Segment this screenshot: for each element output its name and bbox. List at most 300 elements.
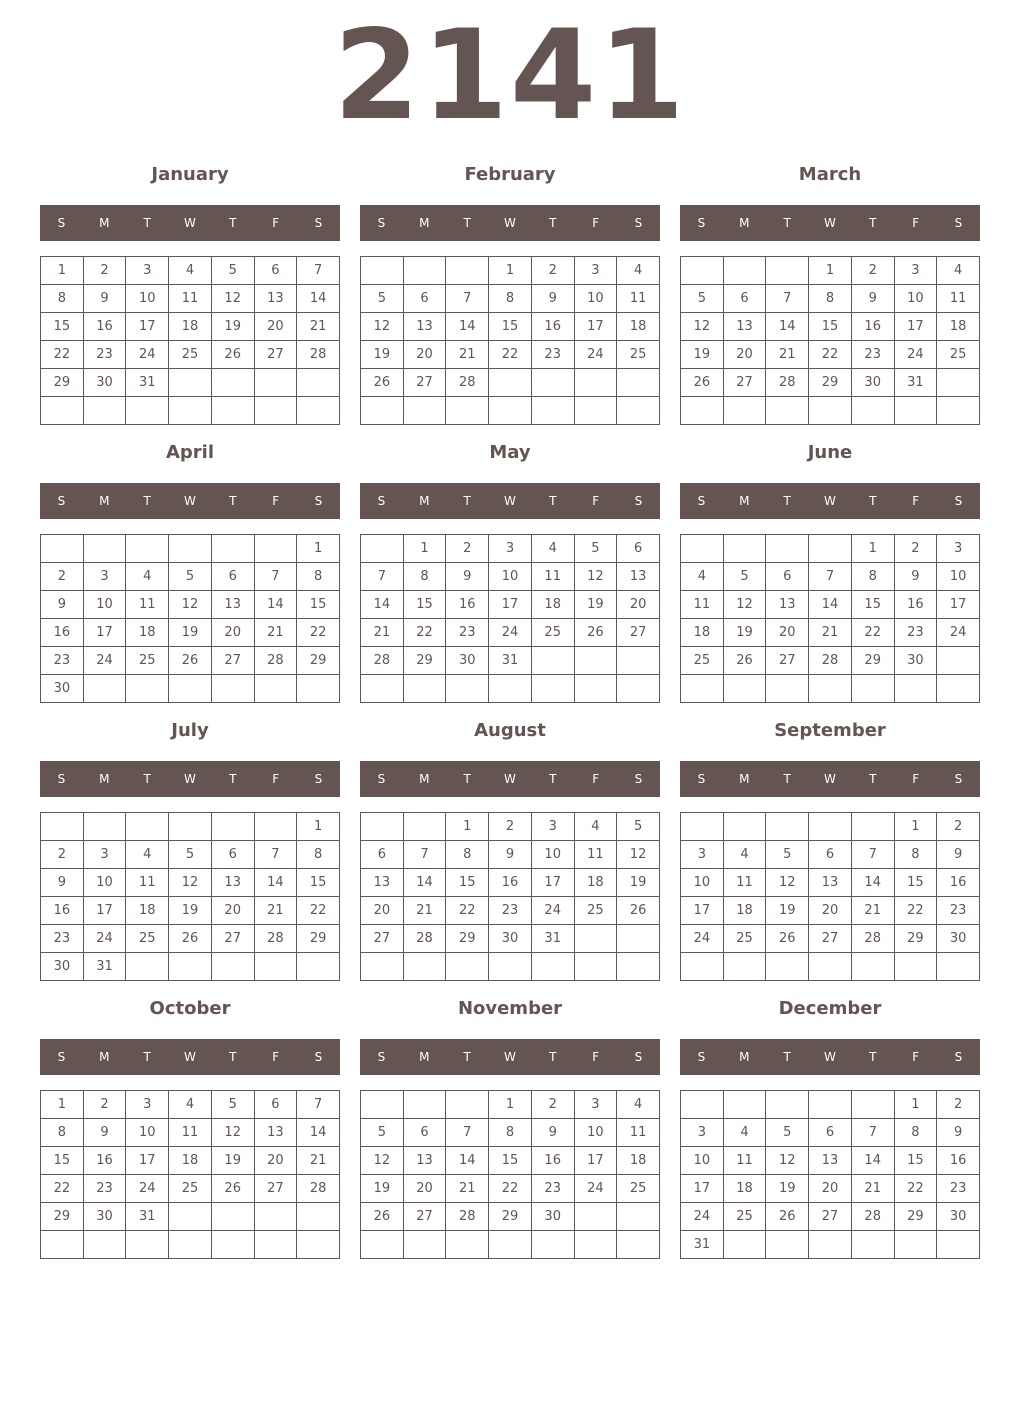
day-cell: 3: [84, 563, 127, 591]
weekday-label: M: [419, 216, 430, 230]
day-cell: 20: [724, 341, 767, 369]
day-cell: 29: [297, 925, 340, 953]
day-cell: [681, 257, 724, 285]
day-cell: 7: [297, 257, 340, 285]
weekday-label: S: [57, 1050, 66, 1064]
weekday-label: T: [549, 1050, 557, 1064]
day-cell: 27: [212, 647, 255, 675]
day-cell: 1: [297, 813, 340, 841]
day-cell: 21: [255, 619, 298, 647]
day-cell: [852, 813, 895, 841]
day-cell: [937, 397, 980, 425]
day-cell: [617, 925, 660, 953]
day-cell: 3: [895, 257, 938, 285]
day-cell: 11: [126, 591, 169, 619]
day-cell: 3: [84, 841, 127, 869]
day-cell: 19: [575, 591, 618, 619]
day-cell: 14: [297, 1119, 340, 1147]
day-cell: [84, 535, 127, 563]
day-cell: [617, 675, 660, 703]
day-cell: 30: [532, 1203, 575, 1231]
day-cell: 20: [404, 341, 447, 369]
day-cell: [852, 675, 895, 703]
day-cell: 18: [617, 1147, 660, 1175]
day-grid: [40, 534, 340, 703]
day-cell: 13: [617, 563, 660, 591]
day-cell: 14: [446, 313, 489, 341]
day-cell: 15: [404, 591, 447, 619]
day-cell: 12: [361, 313, 404, 341]
day-cell: 18: [937, 313, 980, 341]
day-cell: 10: [84, 869, 127, 897]
day-cell: 22: [41, 1175, 84, 1203]
day-cell: 19: [212, 313, 255, 341]
weekday-label: T: [463, 494, 471, 508]
day-cell: 8: [489, 1119, 532, 1147]
day-cell: 8: [41, 285, 84, 313]
day-cell: 18: [724, 1175, 767, 1203]
weekday-label: M: [419, 772, 430, 786]
day-cell: 11: [937, 285, 980, 313]
day-cell: [169, 397, 212, 425]
month-title: December: [778, 998, 882, 1019]
day-cell: [297, 1203, 340, 1231]
day-cell: 28: [404, 925, 447, 953]
weekday-label: W: [184, 216, 196, 230]
day-cell: 23: [84, 341, 127, 369]
day-cell: [84, 813, 127, 841]
month-title: June: [807, 442, 853, 463]
day-cell: 28: [809, 647, 852, 675]
day-cell: 17: [84, 897, 127, 925]
weekday-header: [360, 1039, 660, 1075]
day-cell: 23: [937, 1175, 980, 1203]
day-cell: [681, 1091, 724, 1119]
day-cell: 10: [681, 1147, 724, 1175]
day-cell: [617, 369, 660, 397]
day-cell: [766, 535, 809, 563]
day-cell: 15: [41, 1147, 84, 1175]
day-cell: 15: [895, 869, 938, 897]
day-cell: 21: [766, 341, 809, 369]
day-cell: 19: [169, 619, 212, 647]
day-cell: [361, 813, 404, 841]
day-cell: 8: [809, 285, 852, 313]
day-cell: 25: [724, 1203, 767, 1231]
day-cell: 13: [809, 1147, 852, 1175]
day-cell: 21: [852, 897, 895, 925]
day-cell: [681, 675, 724, 703]
day-cell: 16: [852, 313, 895, 341]
day-cell: [766, 1231, 809, 1259]
day-cell: 4: [681, 563, 724, 591]
day-cell: [489, 953, 532, 981]
month-title: September: [774, 720, 886, 741]
day-cell: 12: [575, 563, 618, 591]
day-cell: 31: [489, 647, 532, 675]
day-cell: [404, 1231, 447, 1259]
weekday-label: T: [463, 772, 471, 786]
day-cell: [681, 535, 724, 563]
day-cell: 30: [937, 925, 980, 953]
day-cell: 4: [575, 813, 618, 841]
weekday-label: S: [954, 1050, 963, 1064]
day-cell: [852, 397, 895, 425]
day-grid: [680, 256, 980, 425]
day-cell: 22: [446, 897, 489, 925]
day-cell: 5: [575, 535, 618, 563]
day-cell: [169, 369, 212, 397]
day-cell: 31: [681, 1231, 724, 1259]
weekday-header: [680, 761, 980, 797]
day-cell: 2: [532, 1091, 575, 1119]
day-cell: [126, 1231, 169, 1259]
day-cell: 3: [126, 1091, 169, 1119]
day-cell: 21: [809, 619, 852, 647]
day-cell: 23: [852, 341, 895, 369]
day-cell: 1: [297, 535, 340, 563]
weekday-label: S: [954, 494, 963, 508]
day-cell: 10: [126, 1119, 169, 1147]
day-cell: 18: [169, 1147, 212, 1175]
day-cell: 20: [255, 313, 298, 341]
weekday-label: S: [697, 494, 706, 508]
day-grid: [680, 1090, 980, 1259]
day-cell: [361, 675, 404, 703]
weekday-label: T: [783, 1050, 791, 1064]
weekday-label: M: [99, 494, 110, 508]
day-cell: 27: [809, 1203, 852, 1231]
day-cell: 11: [617, 1119, 660, 1147]
day-cell: 8: [852, 563, 895, 591]
day-cell: 6: [255, 257, 298, 285]
day-cell: 15: [895, 1147, 938, 1175]
day-cell: 26: [575, 619, 618, 647]
day-cell: 27: [361, 925, 404, 953]
day-cell: 8: [297, 563, 340, 591]
day-cell: [532, 953, 575, 981]
day-cell: 28: [766, 369, 809, 397]
day-cell: [41, 813, 84, 841]
day-cell: 19: [361, 1175, 404, 1203]
day-cell: 8: [895, 841, 938, 869]
weekday-label: F: [912, 1050, 920, 1064]
month-title: March: [798, 164, 862, 185]
day-cell: 18: [617, 313, 660, 341]
weekday-label: S: [57, 494, 66, 508]
day-cell: 7: [852, 1119, 895, 1147]
day-cell: 12: [212, 285, 255, 313]
day-cell: [937, 369, 980, 397]
weekday-label: M: [99, 772, 110, 786]
day-cell: 22: [41, 341, 84, 369]
day-cell: [489, 1231, 532, 1259]
weekday-label: M: [739, 494, 750, 508]
day-cell: 2: [937, 1091, 980, 1119]
day-cell: 2: [852, 257, 895, 285]
day-cell: [617, 1203, 660, 1231]
day-cell: 4: [169, 257, 212, 285]
day-cell: 16: [937, 1147, 980, 1175]
day-cell: 20: [212, 897, 255, 925]
weekday-label: W: [504, 216, 516, 230]
weekday-label: T: [463, 216, 471, 230]
day-cell: 6: [212, 563, 255, 591]
day-cell: 24: [532, 897, 575, 925]
day-cell: [404, 397, 447, 425]
day-cell: 17: [489, 591, 532, 619]
day-cell: 7: [766, 285, 809, 313]
day-cell: 3: [532, 813, 575, 841]
day-cell: 14: [404, 869, 447, 897]
day-cell: 12: [617, 841, 660, 869]
day-cell: [297, 397, 340, 425]
day-cell: 12: [681, 313, 724, 341]
day-cell: 4: [169, 1091, 212, 1119]
day-cell: 2: [84, 257, 127, 285]
day-cell: 28: [297, 1175, 340, 1203]
day-cell: [575, 925, 618, 953]
day-cell: 2: [895, 535, 938, 563]
day-cell: 4: [937, 257, 980, 285]
day-cell: 27: [255, 1175, 298, 1203]
day-cell: 24: [126, 1175, 169, 1203]
day-cell: 25: [617, 1175, 660, 1203]
day-cell: 9: [84, 1119, 127, 1147]
day-cell: 12: [724, 591, 767, 619]
day-cell: [446, 953, 489, 981]
day-cell: [126, 813, 169, 841]
day-cell: 3: [681, 1119, 724, 1147]
day-cell: 29: [41, 369, 84, 397]
day-cell: [937, 675, 980, 703]
day-cell: 22: [895, 1175, 938, 1203]
day-cell: 1: [489, 1091, 532, 1119]
day-cell: 14: [297, 285, 340, 313]
day-cell: 10: [84, 591, 127, 619]
day-cell: 22: [489, 341, 532, 369]
day-cell: 30: [895, 647, 938, 675]
day-cell: [446, 1091, 489, 1119]
day-cell: 20: [361, 897, 404, 925]
weekday-header: [360, 761, 660, 797]
day-cell: 17: [532, 869, 575, 897]
day-cell: 15: [446, 869, 489, 897]
day-cell: [937, 1231, 980, 1259]
day-cell: [937, 953, 980, 981]
day-cell: [212, 1203, 255, 1231]
day-cell: [255, 369, 298, 397]
day-cell: 25: [126, 925, 169, 953]
day-cell: [575, 1231, 618, 1259]
day-cell: [446, 397, 489, 425]
day-cell: 1: [41, 1091, 84, 1119]
day-cell: 9: [532, 285, 575, 313]
weekday-label: T: [783, 494, 791, 508]
day-cell: [895, 397, 938, 425]
day-cell: [681, 813, 724, 841]
day-cell: 21: [361, 619, 404, 647]
day-cell: [169, 1203, 212, 1231]
day-cell: 20: [766, 619, 809, 647]
weekday-label: W: [184, 1050, 196, 1064]
day-cell: 26: [766, 925, 809, 953]
day-cell: 9: [489, 841, 532, 869]
day-cell: [617, 953, 660, 981]
day-cell: [212, 397, 255, 425]
day-cell: [169, 535, 212, 563]
day-cell: 26: [361, 1203, 404, 1231]
day-cell: 18: [724, 897, 767, 925]
month-title: July: [171, 720, 209, 741]
day-cell: 6: [212, 841, 255, 869]
day-cell: [297, 1231, 340, 1259]
day-cell: [126, 675, 169, 703]
day-cell: [169, 1231, 212, 1259]
day-cell: 5: [212, 257, 255, 285]
day-cell: [212, 369, 255, 397]
day-cell: 6: [766, 563, 809, 591]
day-cell: 19: [724, 619, 767, 647]
day-cell: 9: [84, 285, 127, 313]
day-cell: 2: [489, 813, 532, 841]
weekday-label: M: [739, 772, 750, 786]
day-cell: [212, 535, 255, 563]
day-cell: 14: [852, 869, 895, 897]
day-cell: [895, 953, 938, 981]
day-cell: 2: [446, 535, 489, 563]
day-cell: 6: [404, 285, 447, 313]
day-cell: [404, 675, 447, 703]
day-cell: 5: [361, 1119, 404, 1147]
day-cell: [255, 535, 298, 563]
day-cell: 23: [489, 897, 532, 925]
weekday-label: T: [783, 216, 791, 230]
day-cell: [255, 1231, 298, 1259]
day-cell: 3: [575, 257, 618, 285]
day-cell: 24: [489, 619, 532, 647]
weekday-label: M: [739, 1050, 750, 1064]
weekday-label: M: [419, 1050, 430, 1064]
day-cell: [361, 257, 404, 285]
day-cell: 18: [532, 591, 575, 619]
day-cell: [489, 675, 532, 703]
day-cell: 12: [766, 869, 809, 897]
day-cell: [169, 813, 212, 841]
month-title: October: [149, 998, 231, 1019]
weekday-header: [680, 205, 980, 241]
day-cell: [809, 397, 852, 425]
day-cell: 2: [937, 813, 980, 841]
day-cell: 10: [489, 563, 532, 591]
weekday-label: F: [592, 494, 600, 508]
day-cell: 27: [809, 925, 852, 953]
weekday-label: S: [697, 1050, 706, 1064]
day-cell: [809, 813, 852, 841]
day-cell: [446, 1231, 489, 1259]
weekday-label: M: [99, 1050, 110, 1064]
weekday-label: S: [314, 1050, 323, 1064]
weekday-label: W: [504, 772, 516, 786]
day-cell: [724, 675, 767, 703]
day-cell: [532, 1231, 575, 1259]
day-cell: 13: [809, 869, 852, 897]
day-cell: 3: [575, 1091, 618, 1119]
day-cell: 14: [766, 313, 809, 341]
day-cell: 27: [724, 369, 767, 397]
day-cell: 31: [532, 925, 575, 953]
day-cell: 16: [489, 869, 532, 897]
day-cell: [724, 257, 767, 285]
weekday-label: F: [912, 772, 920, 786]
day-cell: 15: [297, 869, 340, 897]
day-cell: 28: [852, 925, 895, 953]
day-cell: 23: [41, 925, 84, 953]
day-cell: 30: [84, 1203, 127, 1231]
day-cell: 26: [169, 925, 212, 953]
day-cell: 16: [84, 313, 127, 341]
day-cell: 24: [681, 925, 724, 953]
day-cell: 7: [852, 841, 895, 869]
day-cell: 9: [852, 285, 895, 313]
day-cell: 15: [41, 313, 84, 341]
day-cell: [41, 535, 84, 563]
day-cell: 7: [809, 563, 852, 591]
day-cell: [126, 953, 169, 981]
weekday-label: S: [697, 216, 706, 230]
day-cell: 24: [681, 1203, 724, 1231]
day-cell: 17: [895, 313, 938, 341]
day-cell: 9: [532, 1119, 575, 1147]
day-cell: 1: [895, 1091, 938, 1119]
day-cell: 11: [575, 841, 618, 869]
day-cell: [575, 953, 618, 981]
day-cell: 5: [169, 563, 212, 591]
day-cell: [575, 675, 618, 703]
month-title: August: [474, 720, 546, 741]
day-cell: 27: [404, 1203, 447, 1231]
month-title: May: [489, 442, 531, 463]
weekday-label: W: [184, 494, 196, 508]
day-cell: 13: [766, 591, 809, 619]
weekday-label: T: [143, 1050, 151, 1064]
weekday-label: T: [143, 494, 151, 508]
day-cell: [297, 369, 340, 397]
day-cell: [489, 397, 532, 425]
day-cell: [809, 1231, 852, 1259]
weekday-label: T: [869, 216, 877, 230]
day-cell: [724, 1091, 767, 1119]
day-cell: 19: [681, 341, 724, 369]
day-cell: [361, 953, 404, 981]
day-cell: [766, 1091, 809, 1119]
day-cell: 25: [681, 647, 724, 675]
weekday-header: [40, 483, 340, 519]
weekday-label: T: [229, 494, 237, 508]
day-cell: [575, 397, 618, 425]
day-cell: 21: [297, 1147, 340, 1175]
day-cell: 11: [169, 1119, 212, 1147]
day-cell: 24: [937, 619, 980, 647]
day-cell: [852, 1091, 895, 1119]
day-cell: 4: [126, 563, 169, 591]
day-cell: 21: [404, 897, 447, 925]
day-cell: 19: [361, 341, 404, 369]
weekday-label: S: [57, 216, 66, 230]
day-cell: [297, 953, 340, 981]
day-cell: 27: [766, 647, 809, 675]
day-cell: [84, 675, 127, 703]
